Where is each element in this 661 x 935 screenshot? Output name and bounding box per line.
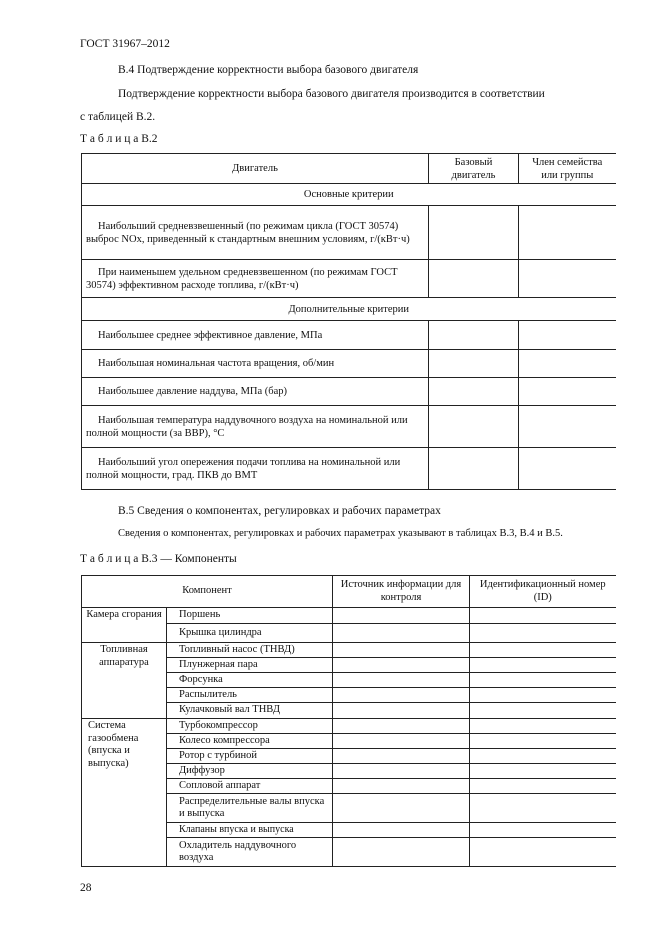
component-item: Колесо компрессора — [167, 734, 333, 749]
section-extra-criteria: Дополнительные критерии — [82, 298, 616, 321]
component-item: Форсунка — [167, 673, 333, 688]
source-cell — [333, 719, 470, 734]
id-cell — [470, 643, 616, 658]
component-item: Ротор с турбиной — [167, 749, 333, 764]
id-cell — [470, 658, 616, 673]
header-id: Идентификационный номер (ID) — [470, 576, 616, 608]
id-cell — [470, 688, 616, 703]
base-engine-cell — [429, 378, 519, 406]
group-combustion-chamber: Камера сгорания — [82, 608, 167, 643]
criterion-row: Наибольшая номинальная частота вращения, об/мин — [82, 350, 429, 378]
document-id: ГОСТ 31967–2012 — [80, 38, 170, 50]
component-item: Распределительные валы впуска и выпуска — [167, 794, 333, 823]
source-cell — [333, 794, 470, 823]
criterion-row: При наименьшем удельном средневзвешенном (по режимам ГОСТ 30574) эффективном расходе топлива, г/(кВт·ч) — [82, 260, 429, 298]
id-cell — [470, 734, 616, 749]
source-cell — [333, 764, 470, 779]
source-cell — [333, 673, 470, 688]
source-cell — [333, 779, 470, 794]
member-cell — [519, 350, 616, 378]
header-component: Компонент — [82, 576, 333, 608]
member-cell — [519, 206, 616, 260]
section-b4-heading: В.4 Подтверждение корректности выбора базового двигателя — [118, 64, 419, 76]
base-engine-cell — [429, 206, 519, 260]
member-cell — [519, 448, 616, 490]
section-b4-paragraph-line1: Подтверждение корректности выбора базового двигателя производится в соответствии — [118, 88, 545, 100]
component-item: Диффузор — [167, 764, 333, 779]
source-cell — [333, 734, 470, 749]
id-cell — [470, 624, 616, 643]
base-engine-cell — [429, 321, 519, 350]
source-cell — [333, 624, 470, 643]
member-cell — [519, 260, 616, 298]
component-item: Топливный насос (ТНВД) — [167, 643, 333, 658]
id-cell — [470, 779, 616, 794]
criterion-row: Наибольшее давление наддува, МПа (бар) — [82, 378, 429, 406]
base-engine-cell — [429, 260, 519, 298]
id-cell — [470, 838, 616, 867]
header-family-member: Член семейства или группы — [519, 154, 616, 184]
source-cell — [333, 703, 470, 719]
source-cell — [333, 608, 470, 624]
table-b3-caption: Т а б л и ц а В.3 — Компоненты — [80, 553, 237, 565]
table-b3 — [81, 575, 616, 867]
id-cell — [470, 764, 616, 779]
member-cell — [519, 378, 616, 406]
header-engine: Двигатель — [82, 154, 429, 184]
criterion-row: Наибольший угол опережения подачи топлива на номинальной или полной мощности, град. ПКВ до ВМТ — [82, 448, 429, 490]
member-cell — [519, 406, 616, 448]
criterion-row: Наибольшая температура наддувочного воздуха на номинальной или полной мощности (за ВВР), °С — [82, 406, 429, 448]
criterion-row: Наибольший средневзвешенный (по режимам цикла (ГОСТ 30574) выброс NOx, приведенный к стандартным внешним условиям, г/(кВт·ч) — [82, 206, 429, 260]
criterion-row: Наибольшее среднее эффективное давление, МПа — [82, 321, 429, 350]
component-item: Крышка цилиндра — [167, 624, 333, 643]
header-source: Источник информации для контроля — [333, 576, 470, 608]
source-cell — [333, 658, 470, 673]
source-cell — [333, 838, 470, 867]
section-b4-paragraph-line2: с таблицей В.2. — [80, 111, 156, 123]
base-engine-cell — [429, 406, 519, 448]
component-item: Плунжерная пара — [167, 658, 333, 673]
table-b2 — [81, 153, 616, 490]
source-cell — [333, 688, 470, 703]
base-engine-cell — [429, 448, 519, 490]
id-cell — [470, 703, 616, 719]
id-cell — [470, 673, 616, 688]
id-cell — [470, 719, 616, 734]
group-fuel-equipment: Топливная аппаратура — [82, 643, 167, 719]
section-main-criteria: Основные критерии — [82, 184, 616, 206]
component-item: Поршень — [167, 608, 333, 624]
component-item: Турбокомпрессор — [167, 719, 333, 734]
id-cell — [470, 794, 616, 823]
member-cell — [519, 321, 616, 350]
component-item: Охладитель наддувочного воздуха — [167, 838, 333, 867]
id-cell — [470, 608, 616, 624]
section-b5-heading: В.5 Сведения о компонентах, регулировках и рабочих параметрах — [118, 505, 441, 517]
source-cell — [333, 643, 470, 658]
section-b5-paragraph: Сведения о компонентах, регулировках и рабочих параметрах указывают в таблицах В.3, В.4 и В.5. — [118, 528, 563, 539]
table-b2-caption: Т а б л и ц а В.2 — [80, 133, 158, 145]
id-cell — [470, 823, 616, 838]
component-item: Клапаны впуска и выпуска — [167, 823, 333, 838]
component-item: Распылитель — [167, 688, 333, 703]
page-number: 28 — [80, 882, 92, 894]
source-cell — [333, 823, 470, 838]
source-cell — [333, 749, 470, 764]
group-gas-exchange: Система газообмена (впуска и выпуска) — [82, 719, 167, 867]
component-item: Кулачковый вал ТНВД — [167, 703, 333, 719]
base-engine-cell — [429, 350, 519, 378]
component-item: Сопловой аппарат — [167, 779, 333, 794]
header-base-engine: Базовый двигатель — [429, 154, 519, 184]
id-cell — [470, 749, 616, 764]
